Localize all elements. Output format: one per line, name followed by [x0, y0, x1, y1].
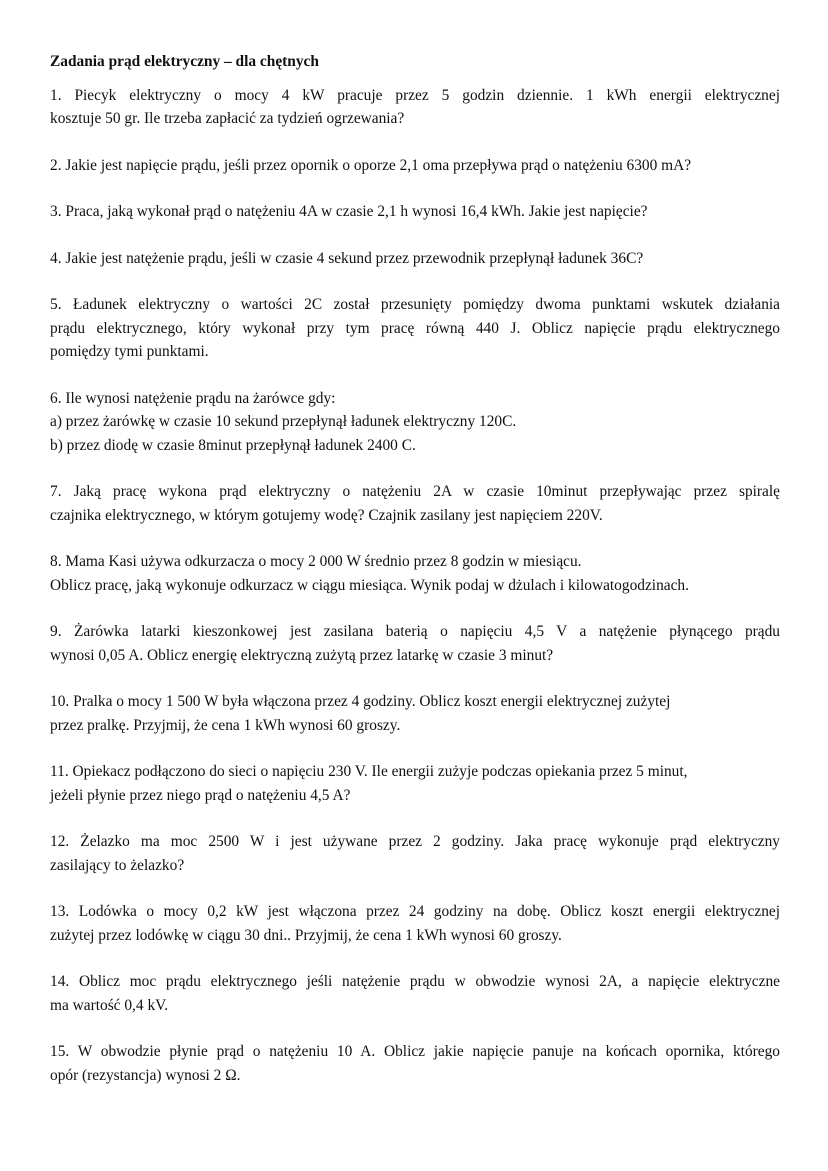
task-14 [50, 970, 780, 1017]
task-text-line: 5. Ładunek elektryczny o wartości 2C został przesunięty pomiędzy dwoma punktami wskutek działania [50, 296, 780, 313]
task-text-line: wynosi 0,05 A. Oblicz energię elektryczną zużytą przez latarkę w czasie 3 minut? [50, 646, 554, 664]
task-text-line: 1. Piecyk elektryczny o mocy 4 kW pracuje przez 5 godzin dziennie. 1 kWh energii elektrycznej [50, 86, 780, 104]
document-page [50, 50, 780, 1110]
task-text-line: prądu elektrycznego, który wykonał przy tym pracę równą 440 J. Oblicz napięcie prądu elektrycznego [50, 319, 780, 337]
task-text-line: 13. Lodówka o mocy 0,2 kW jest włączona przez 24 godziny na dobę. Oblicz koszt energii elektrycznej [50, 903, 780, 920]
task-text-line: 8. Mama Kasi używa odkurzacza o mocy 2 000 W średnio przez 8 godzin w miesiącu. [50, 553, 582, 570]
task-text-line: 3. Praca, jaką wykonał prąd o natężeniu 4A w czasie 2,1 h wynosi 16,4 kWh. Jakie jest napięcie? [50, 203, 648, 220]
task-text-line: 9. Żarówka latarki kieszonkowej jest zasilana baterią o napięciu 4,5 V a natężenie płynącego prądu [50, 623, 780, 640]
task-text-line: 11. Opiekacz podłączono do sieci o napięciu 230 V. Ile energii zużyje podczas opiekania przez 5 minut, [50, 763, 688, 780]
task-12 [50, 830, 780, 877]
task-text-line: jeżeli płynie przez niego prąd o natężeniu 4,5 A? [50, 786, 351, 804]
task-text-line: a) przez żarówkę w czasie 10 sekund przepłynął ładunek elektryczny 120C. [50, 413, 517, 430]
task-text-line: Oblicz pracę, jaką wykonuje odkurzacz w ciągu miesiąca. Wynik podaj w dżulach i kilowatogodzinach. [50, 576, 689, 594]
task-7 [50, 480, 780, 527]
task-8 [50, 550, 780, 597]
task-11 [50, 760, 780, 807]
task-4 [50, 247, 780, 271]
task-text-line: 4. Jakie jest natężenie prądu, jeśli w czasie 4 sekund przez przewodnik przepłynął ładunek 36C? [50, 249, 644, 267]
task-text-line: pomiędzy tymi punktami. [50, 343, 209, 360]
task-text-line: opór (rezystancja) wynosi 2 Ω. [50, 1066, 241, 1084]
task-3 [50, 200, 780, 224]
task-text-line: zużytej przez lodówkę w ciągu 30 dni.. Przyjmij, że cena 1 kWh wynosi 60 groszy. [50, 926, 562, 944]
task-5 [50, 293, 780, 364]
task-text-line: kosztuje 50 gr. Ile trzeba zapłacić za tydzień ogrzewania? [50, 110, 405, 127]
task-text-line: zasilający to żelazko? [50, 856, 185, 874]
task-text-line: ma wartość 0,4 kV. [50, 996, 169, 1014]
task-9 [50, 620, 780, 667]
task-text-line: 2. Jakie jest napięcie prądu, jeśli przez opornik o oporze 2,1 oma przepływa prąd o natężeniu 6300 mA? [50, 156, 692, 174]
task-2 [50, 154, 780, 178]
document-title: Zadania prąd elektryczny – dla chętnych [50, 53, 319, 70]
task-text-line: 12. Żelazko ma moc 2500 W i jest używane przez 2 godziny. Jaka pracę wykonuje prąd elektryczny [50, 833, 780, 850]
task-text-line: 6. Ile wynosi natężenie prądu na żarówce gdy: [50, 389, 336, 407]
task-6 [50, 387, 780, 458]
task-text-line: przez pralkę. Przyjmij, że cena 1 kWh wynosi 60 groszy. [50, 716, 401, 734]
task-text-line: czajnika elektrycznego, w którym gotujemy wodę? Czajnik zasilany jest napięciem 220V. [50, 506, 603, 524]
task-15 [50, 1040, 780, 1087]
task-text-line: 7. Jaką pracę wykona prąd elektryczny o natężeniu 2A w czasie 10minut przepływając przez spiralę [50, 483, 780, 500]
task-text-line: 15. W obwodzie płynie prąd o natężeniu 10 A. Oblicz jakie napięcie panuje na końcach opornika, którego [50, 1043, 780, 1060]
task-10 [50, 690, 780, 737]
task-text-line: 14. Oblicz moc prądu elektrycznego jeśli natężenie prądu w obwodzie wynosi 2A, a napięcie elektryczne [50, 973, 780, 990]
task-1 [50, 84, 780, 131]
task-13 [50, 900, 780, 947]
task-text-line: b) przez diodę w czasie 8minut przepłynął ładunek 2400 C. [50, 436, 416, 454]
task-text-line: 10. Pralka o mocy 1 500 W była włączona przez 4 godziny. Oblicz koszt energii elektrycznej zużytej [50, 693, 671, 710]
